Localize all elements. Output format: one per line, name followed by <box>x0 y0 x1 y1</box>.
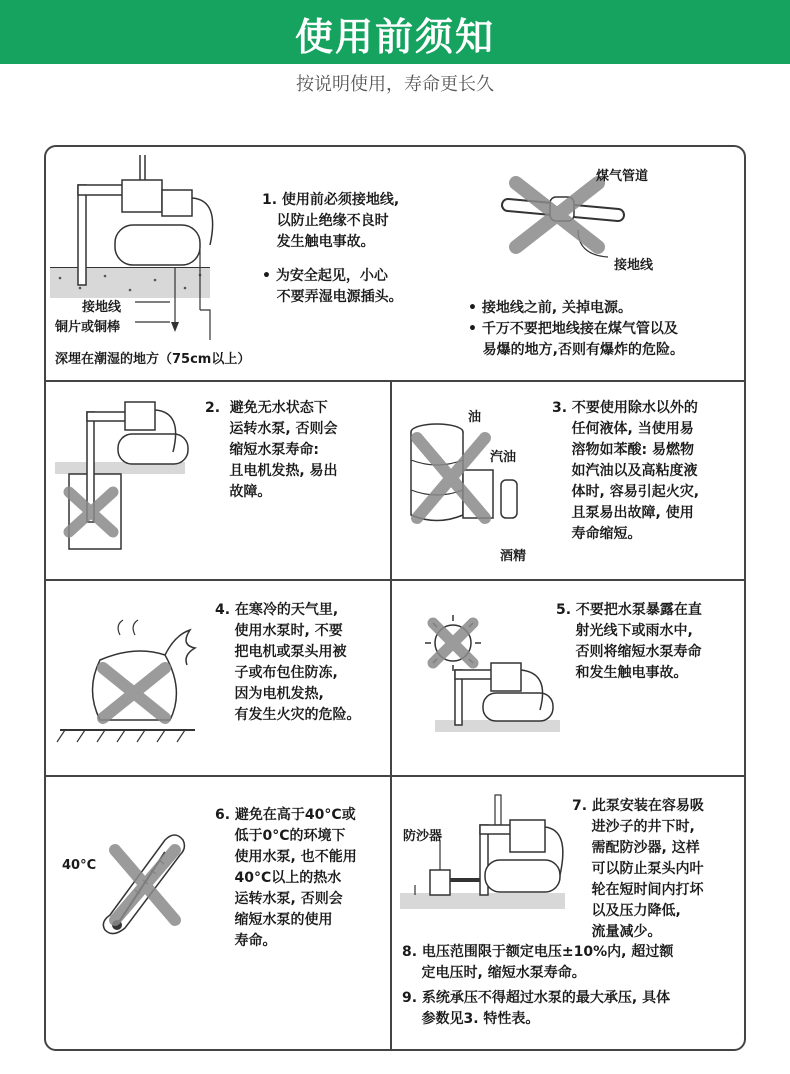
divider-row-2 <box>44 579 746 581</box>
divider-row-3 <box>44 775 746 777</box>
rule-9-text: 9. 系统承压不得超过水泵的最大承压, 具体 参数见3. 特性表。 <box>402 990 671 1027</box>
label-40-degrees: 40°C <box>62 858 97 873</box>
covered-pump-fire-illustration <box>55 620 205 745</box>
label-sand-filter: 防沙器 <box>403 829 443 844</box>
divider-row-1 <box>44 380 746 382</box>
thermometer-crossed-illustration <box>95 830 190 940</box>
divider-column <box>390 381 392 1051</box>
rule-2-text: 2. 避免无水状态下 运转水泵, 否则会 缩短水泵寿命: 且电机发热, 易出 故障。 <box>205 400 338 500</box>
rule-6-text: 6. 避免在高于40°C或 低于0°C的环境下 使用水泵, 也不能用 40°C以上的热水 运转水泵, 否则会 缩短水泵的使用 寿命。 <box>215 807 357 949</box>
label-gasoline: 汽油 <box>490 450 517 465</box>
page-title: 使用前须知 <box>294 15 495 59</box>
rule-5-text: 5. 不要把水泵暴露在直 射光线下或雨水中, 否则将缩短水泵寿命 和发生触电事故。 <box>556 602 702 681</box>
rule-1-note: • 为安全起见，小心 不要弄湿电源插头。 <box>262 268 403 305</box>
rule-1-text: 1. 使用前必须接地线, 以防止绝缘不良时 发生触电事故。 <box>262 192 400 250</box>
label-bury-depth: 深埋在潮湿的地方（75cm以上） <box>55 352 251 367</box>
gas-pipe-crossed-illustration <box>508 175 628 265</box>
rule-4-text: 4. 在寒冷的天气里, 使用水泵时, 不要 把电机或泵头用被 子或布包住防冻, 因为电机发热, 有发生火灾的危险。 <box>215 602 361 723</box>
page-subtitle: 按说明使用，寿命更长久 <box>296 74 494 95</box>
label-ground-wire-2: 接地线 <box>614 258 654 273</box>
rule-7-text: 7. 此泵安装在容易吸 进沙子的井下时, 需配防沙器, 这样 可以防止泵头内叶 轮在短时间内打坏 以及压力降低, 流量减少。 <box>572 798 704 940</box>
rule-8-text: 8. 电压范围限于额定电压±10%内, 超过额 定电压时, 缩短水泵寿命。 <box>402 944 674 981</box>
dry-run-pump-illustration <box>55 392 195 552</box>
label-gas-pipe: 煤气管道 <box>596 169 649 184</box>
sand-filter-pump-illustration <box>400 795 570 925</box>
flammable-liquids-illustration <box>405 420 525 540</box>
label-alcohol: 酒精 <box>500 549 527 564</box>
rule-3-text: 3. 不要使用除水以外的 任何液体, 当使用易 溶物如苯酸: 易燃物 如汽油以及高粘度液 体时, 容易引起火灾, 且泵易出故障, 使用 寿命缩短。 <box>552 400 700 542</box>
label-copper-rod: 铜片或铜棒 <box>55 320 121 335</box>
sun-exposed-pump-illustration <box>425 615 565 755</box>
label-ground-wire: 接地线 <box>82 300 122 315</box>
label-oil: 油 <box>468 410 482 425</box>
rule-1-bullets: • 接地线之前, 关掉电源。 • 千万不要把地线接在煤气管以及 易爆的地方,否则有爆炸的危险。 <box>468 300 684 358</box>
